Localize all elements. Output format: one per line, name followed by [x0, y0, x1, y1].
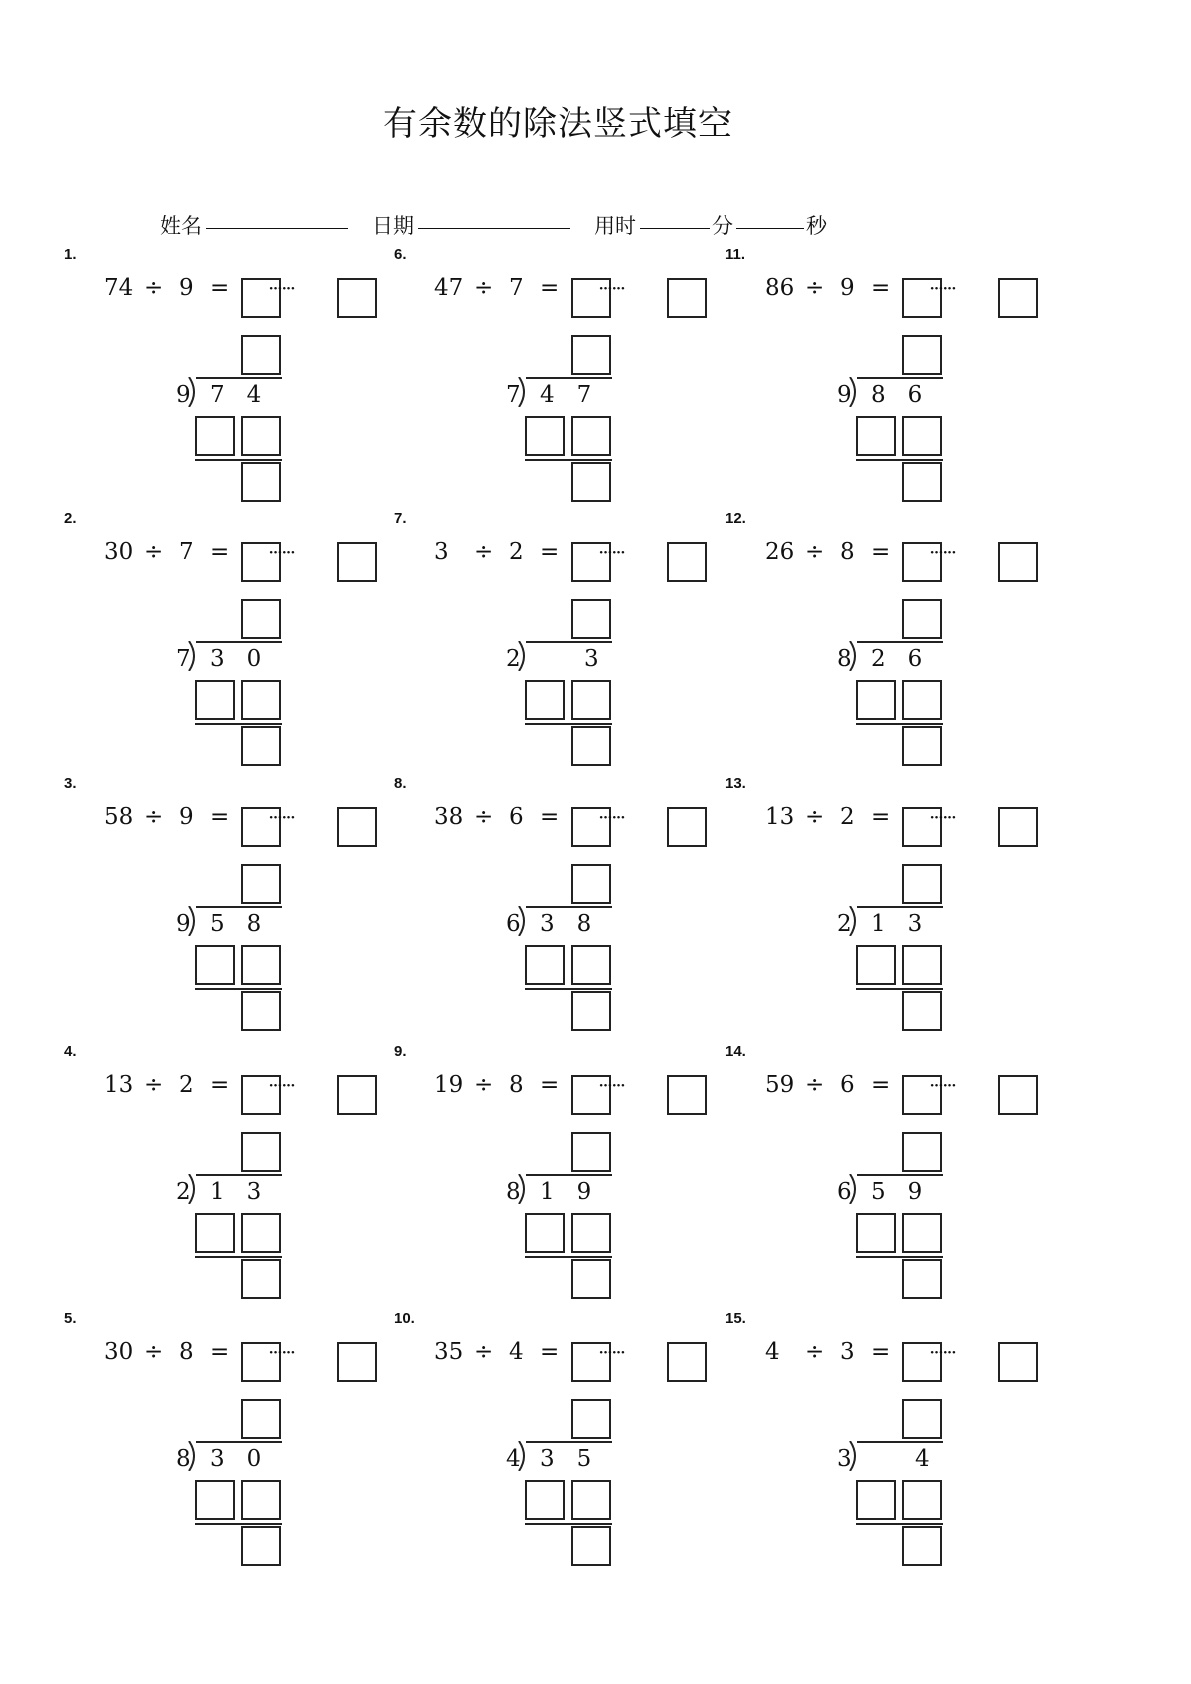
product-box-tens[interactable] [195, 1213, 235, 1253]
long-quotient-box[interactable] [571, 1399, 611, 1439]
subtraction-line [525, 459, 612, 461]
equals-sign: = [210, 1072, 230, 1098]
equals-sign: = [210, 275, 230, 301]
division-bar [196, 1441, 282, 1443]
dividend: 86 [765, 275, 795, 301]
subtraction-line [856, 459, 943, 461]
problem-number: 12. [725, 510, 746, 527]
long-quotient-box[interactable] [241, 335, 281, 375]
long-divisor: 8 [176, 1446, 191, 1472]
divide-sign: ÷ [474, 804, 494, 830]
equals-sign: = [540, 539, 560, 565]
second-blank[interactable] [736, 210, 804, 234]
remainder-result-box[interactable] [241, 462, 281, 502]
problem-block [64, 1310, 384, 1560]
remainder-dots: ······ [598, 805, 625, 829]
remainder-box[interactable] [998, 1075, 1038, 1115]
name-blank[interactable] [206, 210, 348, 234]
division-bar [526, 1174, 612, 1176]
problem-block [394, 1310, 714, 1560]
remainder-result-box[interactable] [571, 726, 611, 766]
division-bar [526, 1441, 612, 1443]
product-box-ones[interactable] [571, 416, 611, 456]
problem-block [394, 775, 714, 1025]
divide-sign: ÷ [805, 804, 825, 830]
problem-block [64, 510, 384, 760]
long-dividend: 30 [210, 1446, 284, 1472]
equals-sign: = [210, 1339, 230, 1365]
time-label: 用时 [594, 214, 636, 238]
equals-sign: = [540, 804, 560, 830]
remainder-dots: ······ [929, 276, 956, 300]
problem-number: 8. [394, 775, 407, 792]
long-divisor: 6 [837, 1179, 852, 1205]
product-box-ones[interactable] [241, 416, 281, 456]
long-dividend: 3 [584, 646, 621, 672]
long-divisor: 9 [176, 911, 191, 937]
dividend: 13 [765, 804, 795, 830]
long-divisor: 8 [506, 1179, 521, 1205]
remainder-result-box[interactable] [902, 991, 942, 1031]
divisor: 9 [179, 275, 194, 301]
remainder-dots: ······ [929, 1073, 956, 1097]
problem-number: 15. [725, 1310, 746, 1327]
dividend: 30 [104, 539, 134, 565]
remainder-result-box[interactable] [571, 462, 611, 502]
equals-sign: = [871, 539, 891, 565]
long-quotient-box[interactable] [902, 1132, 942, 1172]
divide-sign: ÷ [805, 1339, 825, 1365]
remainder-result-box[interactable] [902, 1526, 942, 1566]
long-quotient-box[interactable] [902, 599, 942, 639]
subtraction-line [525, 1523, 612, 1525]
subtraction-line [856, 723, 943, 725]
divide-sign: ÷ [805, 539, 825, 565]
divide-sign: ÷ [474, 275, 494, 301]
divide-sign: ÷ [144, 1072, 164, 1098]
problem-block [725, 1310, 1045, 1560]
remainder-result-box[interactable] [571, 991, 611, 1031]
long-dividend: 19 [540, 1179, 614, 1205]
problem-block [725, 246, 1045, 496]
divisor: 3 [840, 1339, 855, 1365]
remainder-dots: ······ [598, 1073, 625, 1097]
long-divisor: 9 [837, 382, 852, 408]
remainder-result-box[interactable] [902, 462, 942, 502]
long-quotient-box[interactable] [902, 335, 942, 375]
equals-sign: = [540, 275, 560, 301]
long-quotient-box[interactable] [902, 1399, 942, 1439]
long-divisor: 2 [176, 1179, 191, 1205]
product-box-tens[interactable] [525, 1480, 565, 1520]
name-label: 姓名 [160, 214, 202, 238]
long-divisor: 7 [506, 382, 521, 408]
product-box-ones[interactable] [902, 680, 942, 720]
divisor: 6 [509, 804, 524, 830]
division-bar [857, 641, 943, 643]
problem-number: 11. [725, 246, 746, 263]
long-quotient-box[interactable] [902, 864, 942, 904]
dividend: 35 [434, 1339, 464, 1365]
long-divisor: 6 [506, 911, 521, 937]
dividend: 74 [104, 275, 134, 301]
long-divisor: 8 [837, 646, 852, 672]
subtraction-line [195, 459, 282, 461]
problem-block [394, 1043, 714, 1293]
second-label: 秒 [806, 214, 827, 238]
subtraction-line [856, 988, 943, 990]
remainder-box[interactable] [998, 278, 1038, 318]
remainder-result-box[interactable] [241, 991, 281, 1031]
subtraction-line [195, 1523, 282, 1525]
date-label: 日期 [372, 214, 414, 238]
divisor: 2 [179, 1072, 194, 1098]
product-box-ones[interactable] [241, 945, 281, 985]
divisor: 7 [179, 539, 194, 565]
product-box-tens[interactable] [525, 1213, 565, 1253]
remainder-result-box[interactable] [241, 726, 281, 766]
dividend: 47 [434, 275, 464, 301]
product-box-ones[interactable] [571, 945, 611, 985]
division-bar [857, 377, 943, 379]
remainder-box[interactable] [667, 278, 707, 318]
long-quotient-box[interactable] [241, 1132, 281, 1172]
problem-block [725, 1043, 1045, 1293]
division-bar [857, 906, 943, 908]
divisor: 7 [509, 275, 524, 301]
divisor: 8 [840, 539, 855, 565]
divide-sign: ÷ [805, 1072, 825, 1098]
subtraction-line [525, 723, 612, 725]
long-quotient-box[interactable] [571, 864, 611, 904]
product-box-tens[interactable] [195, 416, 235, 456]
remainder-result-box[interactable] [241, 1259, 281, 1299]
subtraction-line [856, 1523, 943, 1525]
long-dividend: 38 [540, 911, 614, 937]
remainder-result-box[interactable] [571, 1526, 611, 1566]
problem-number: 9. [394, 1043, 407, 1060]
subtraction-line [525, 1256, 612, 1258]
divide-sign: ÷ [474, 539, 494, 565]
product-box-ones[interactable] [902, 1213, 942, 1253]
problem-number: 14. [725, 1043, 746, 1060]
problem-number: 7. [394, 510, 407, 527]
remainder-dots: ······ [268, 1340, 295, 1364]
subtraction-line [856, 1256, 943, 1258]
long-dividend: 30 [210, 646, 284, 672]
equals-sign: = [871, 1072, 891, 1098]
product-box-tens[interactable] [856, 1480, 896, 1520]
remainder-result-box[interactable] [902, 726, 942, 766]
long-dividend: 74 [210, 382, 284, 408]
remainder-box[interactable] [337, 278, 377, 318]
equals-sign: = [540, 1339, 560, 1365]
divide-sign: ÷ [474, 1072, 494, 1098]
dividend: 19 [434, 1072, 464, 1098]
date-blank[interactable] [418, 210, 570, 234]
remainder-dots: ······ [598, 1340, 625, 1364]
product-box-tens[interactable] [195, 680, 235, 720]
equals-sign: = [210, 539, 230, 565]
remainder-box[interactable] [337, 807, 377, 847]
problem-block [725, 775, 1045, 1025]
long-quotient-box[interactable] [241, 599, 281, 639]
problem-block [64, 246, 384, 496]
problem-block [725, 510, 1045, 760]
equals-sign: = [210, 804, 230, 830]
remainder-dots: ······ [598, 540, 625, 564]
divisor: 4 [509, 1339, 524, 1365]
product-box-tens[interactable] [856, 945, 896, 985]
division-bar [196, 377, 282, 379]
problem-block [394, 246, 714, 496]
subtraction-line [195, 1256, 282, 1258]
remainder-box[interactable] [667, 1342, 707, 1382]
product-box-tens[interactable] [195, 1480, 235, 1520]
long-divisor: 9 [176, 382, 191, 408]
remainder-dots: ······ [268, 540, 295, 564]
product-box-ones[interactable] [571, 680, 611, 720]
problem-number: 3. [64, 775, 77, 792]
dividend: 3 [434, 539, 449, 565]
problem-number: 6. [394, 246, 407, 263]
remainder-dots: ······ [268, 276, 295, 300]
dividend: 26 [765, 539, 795, 565]
dividend: 4 [765, 1339, 780, 1365]
remainder-dots: ······ [598, 276, 625, 300]
long-quotient-box[interactable] [241, 1399, 281, 1439]
problem-number: 5. [64, 1310, 77, 1327]
minute-label: 分 [712, 214, 733, 238]
product-box-ones[interactable] [902, 1480, 942, 1520]
remainder-box[interactable] [667, 1075, 707, 1115]
long-divisor: 4 [506, 1446, 521, 1472]
long-quotient-box[interactable] [571, 599, 611, 639]
product-box-ones[interactable] [241, 680, 281, 720]
subtraction-line [195, 723, 282, 725]
remainder-dots: ······ [929, 805, 956, 829]
problem-number: 13. [725, 775, 746, 792]
subtraction-line [525, 988, 612, 990]
division-bar [526, 377, 612, 379]
subtraction-line [195, 988, 282, 990]
remainder-dots: ······ [268, 1073, 295, 1097]
product-box-tens[interactable] [195, 945, 235, 985]
long-dividend: 59 [871, 1179, 945, 1205]
problem-block [394, 510, 714, 760]
remainder-box[interactable] [337, 1075, 377, 1115]
division-bar [196, 906, 282, 908]
remainder-result-box[interactable] [571, 1259, 611, 1299]
divisor: 9 [179, 804, 194, 830]
remainder-dots: ······ [268, 805, 295, 829]
division-bar [857, 1441, 943, 1443]
long-divisor: 2 [506, 646, 521, 672]
long-dividend: 35 [540, 1446, 614, 1472]
long-divisor: 3 [837, 1446, 852, 1472]
long-quotient-box[interactable] [241, 864, 281, 904]
product-box-tens[interactable] [856, 416, 896, 456]
equals-sign: = [871, 275, 891, 301]
divide-sign: ÷ [144, 275, 164, 301]
divisor: 8 [179, 1339, 194, 1365]
equals-sign: = [871, 1339, 891, 1365]
remainder-box[interactable] [998, 1342, 1038, 1382]
remainder-dots: ······ [929, 1340, 956, 1364]
dividend: 30 [104, 1339, 134, 1365]
minute-blank[interactable] [640, 210, 710, 234]
divide-sign: ÷ [144, 1339, 164, 1365]
dividend: 13 [104, 1072, 134, 1098]
product-box-tens[interactable] [525, 945, 565, 985]
long-dividend: 13 [871, 911, 945, 937]
product-box-ones[interactable] [241, 1213, 281, 1253]
divisor: 6 [840, 1072, 855, 1098]
product-box-tens[interactable] [525, 680, 565, 720]
divide-sign: ÷ [144, 539, 164, 565]
equals-sign: = [540, 1072, 560, 1098]
problem-number: 10. [394, 1310, 415, 1327]
long-divisor: 2 [837, 911, 852, 937]
long-quotient-box[interactable] [571, 1132, 611, 1172]
remainder-dots: ······ [929, 540, 956, 564]
dividend: 58 [104, 804, 134, 830]
divide-sign: ÷ [805, 275, 825, 301]
remainder-box[interactable] [667, 542, 707, 582]
long-dividend: 47 [540, 382, 614, 408]
remainder-box[interactable] [998, 542, 1038, 582]
dividend: 38 [434, 804, 464, 830]
remainder-box[interactable] [337, 1342, 377, 1382]
product-box-ones[interactable] [902, 945, 942, 985]
remainder-result-box[interactable] [902, 1259, 942, 1299]
divisor: 2 [509, 539, 524, 565]
long-dividend: 4 [915, 1446, 952, 1472]
division-bar [526, 641, 612, 643]
problem-block [64, 1043, 384, 1293]
product-box-tens[interactable] [856, 1213, 896, 1253]
division-bar [857, 1174, 943, 1176]
remainder-box[interactable] [998, 807, 1038, 847]
product-box-ones[interactable] [241, 1480, 281, 1520]
division-bar [196, 1174, 282, 1176]
divisor: 8 [509, 1072, 524, 1098]
product-box-tens[interactable] [856, 680, 896, 720]
divisor: 9 [840, 275, 855, 301]
problem-block [64, 775, 384, 1025]
problem-number: 2. [64, 510, 77, 527]
long-dividend: 26 [871, 646, 945, 672]
remainder-result-box[interactable] [241, 1526, 281, 1566]
long-quotient-box[interactable] [571, 335, 611, 375]
divide-sign: ÷ [144, 804, 164, 830]
product-box-ones[interactable] [571, 1213, 611, 1253]
division-bar [196, 641, 282, 643]
problem-number: 4. [64, 1043, 77, 1060]
equals-sign: = [871, 804, 891, 830]
product-box-ones[interactable] [571, 1480, 611, 1520]
product-box-tens[interactable] [525, 416, 565, 456]
remainder-box[interactable] [337, 542, 377, 582]
divide-sign: ÷ [474, 1339, 494, 1365]
remainder-box[interactable] [667, 807, 707, 847]
long-dividend: 13 [210, 1179, 284, 1205]
dividend: 59 [765, 1072, 795, 1098]
product-box-ones[interactable] [902, 416, 942, 456]
problem-number: 1. [64, 246, 77, 263]
division-bar [526, 906, 612, 908]
long-dividend: 58 [210, 911, 284, 937]
long-dividend: 86 [871, 382, 945, 408]
long-divisor: 7 [176, 646, 191, 672]
divisor: 2 [840, 804, 855, 830]
page-title: 有余数的除法竖式填空 [383, 104, 733, 144]
